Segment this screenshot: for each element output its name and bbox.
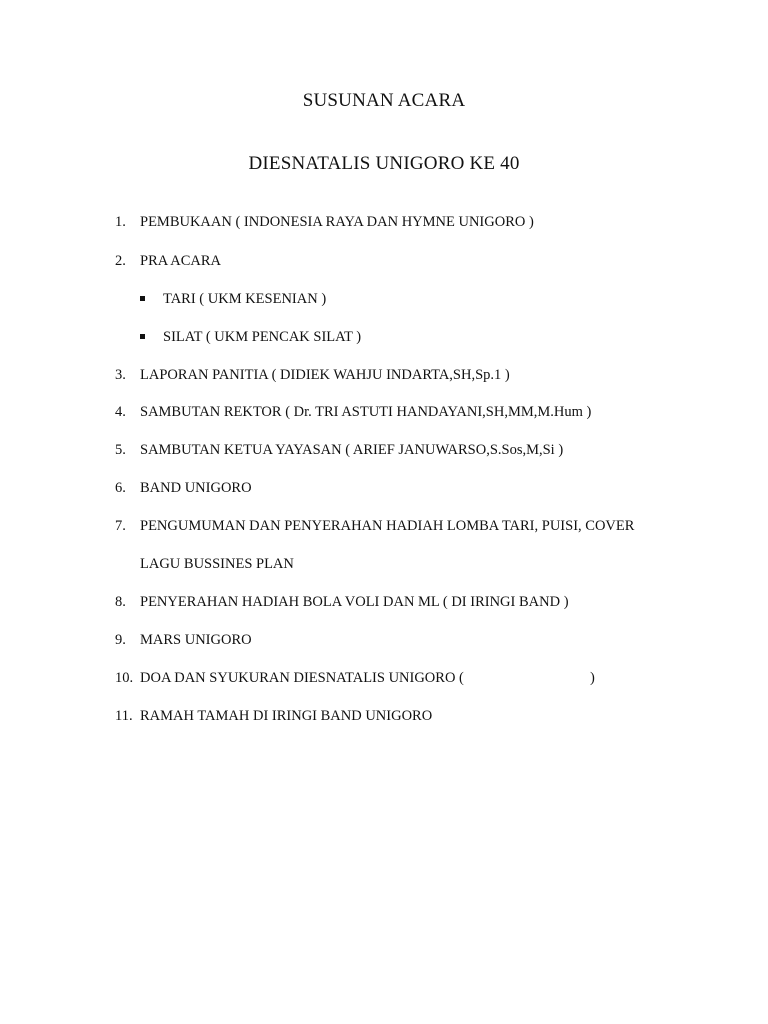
list-item-continuation-text: LAGU BUSSINES PLAN: [140, 556, 294, 572]
square-bullet-icon: [140, 334, 145, 339]
list-item-text: DOA DAN SYUKURAN DIESNATALIS UNIGORO (: [140, 670, 464, 686]
list-item-text: BAND UNIGORO: [140, 480, 252, 496]
list-item-number: 4.: [115, 404, 126, 420]
closing-parenthesis: ): [590, 670, 595, 686]
sub-list-item-text: SILAT ( UKM PENCAK SILAT ): [163, 329, 362, 345]
list-item-number: 3.: [115, 367, 126, 383]
list-item-number: 7.: [115, 518, 126, 534]
list-item-text: PRA ACARA: [140, 253, 221, 269]
document-title: SUSUNAN ACARA: [302, 90, 466, 111]
list-item-text: SAMBUTAN KETUA YAYASAN ( ARIEF JANUWARSO,S.Sos,M,Si ): [140, 442, 564, 458]
list-item-text: PENYERAHAN HADIAH BOLA VOLI DAN ML ( DI IRINGI BAND ): [140, 594, 569, 610]
list-item-number: 11.: [115, 708, 133, 724]
sub-list-item-text: TARI ( UKM KESENIAN ): [163, 291, 327, 307]
list-item-number: 8.: [115, 594, 126, 610]
list-item-text: PEMBUKAAN ( INDONESIA RAYA DAN HYMNE UNIGORO ): [140, 214, 534, 230]
list-item-number: 9.: [115, 632, 126, 648]
list-item-text: SAMBUTAN REKTOR ( Dr. TRI ASTUTI HANDAYANI,SH,MM,M.Hum ): [140, 404, 592, 420]
list-item-text: PENGUMUMAN DAN PENYERAHAN HADIAH LOMBA TARI, PUISI, COVER: [140, 518, 635, 534]
list-item-number: 1.: [115, 214, 126, 230]
list-item-number: 5.: [115, 442, 126, 458]
list-item-text: RAMAH TAMAH DI IRINGI BAND UNIGORO: [140, 708, 433, 724]
square-bullet-icon: [140, 296, 145, 301]
list-item-text: MARS UNIGORO: [140, 632, 252, 648]
list-item-number: 10.: [115, 670, 134, 686]
list-item-number: 2.: [115, 253, 126, 269]
list-item-number: 6.: [115, 480, 126, 496]
list-item-text: LAPORAN PANITIA ( DIDIEK WAHJU INDARTA,SH,Sp.1 ): [140, 367, 510, 383]
document-subtitle: DIESNATALIS UNIGORO KE 40: [248, 153, 520, 174]
